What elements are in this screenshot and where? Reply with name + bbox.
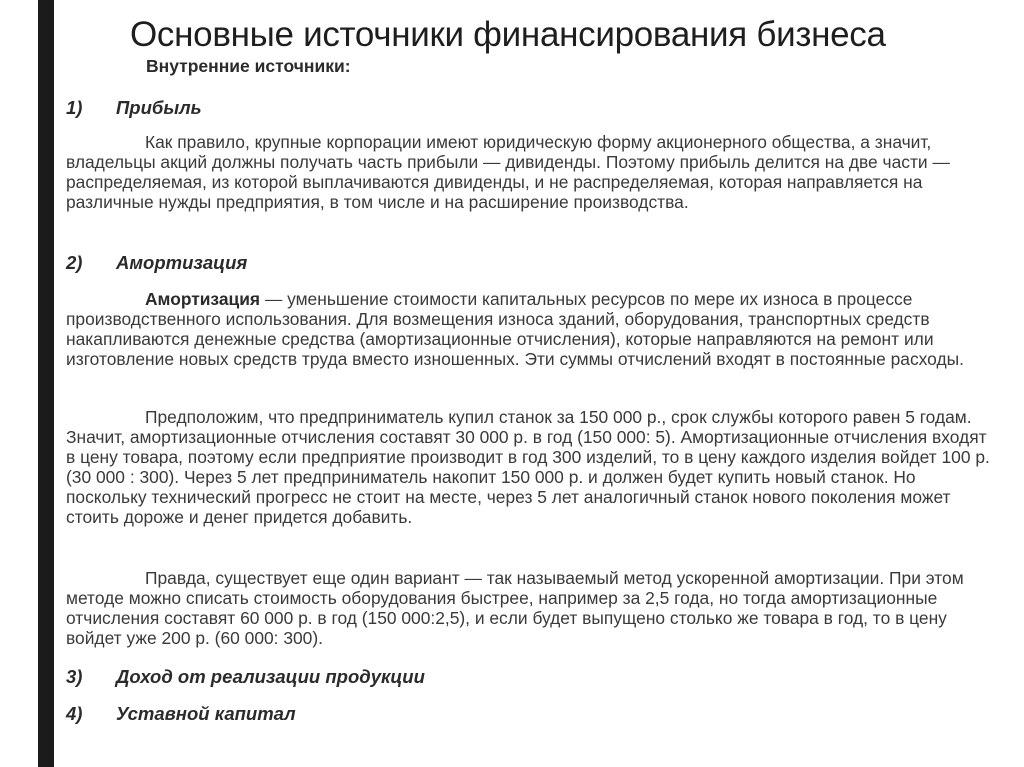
left-dark-bar xyxy=(38,0,54,767)
list-label: Прибыль xyxy=(116,97,202,118)
list-number: 3) xyxy=(66,666,83,687)
list-item-profit xyxy=(66,97,202,119)
section-subtitle: Внутренние источники: xyxy=(146,56,351,76)
list-number: 1) xyxy=(66,97,83,118)
list-label: Доход от реализации продукции xyxy=(116,666,425,687)
paragraph-text: — уменьшение стоимости капитальных ресурсов по мере их износа в процессе производственного использования. Для возмещения износа зданий, оборудования, транспортных средств накапливаются денежные средства (амортизационные отчисления), которые направляются на ремонт или изготовление новых средств труда вместо изношенных. Эти суммы отчислений входят в постоянные расходы. xyxy=(66,289,964,369)
slide-title: Основные источники финансирования бизнеса xyxy=(130,15,886,54)
list-label: Амортизация xyxy=(116,252,248,273)
paragraph-text: Правда, существует еще один вариант — так называемый метод ускоренной амортизации. При этом методе можно списать стоимость оборудования быстрее, например за 2,5 года, но тогда амортизационные отчисления составят 60 000 р. в год (150 000:2,5), и если будет выпущено столько же товара в год, то в цену войдет уже 200 р. (60 000: 300). xyxy=(66,568,964,648)
paragraph-accelerated xyxy=(66,568,996,648)
paragraph-text: Предположим, что предприниматель купил станок за 150 000 р., срок службы которого равен 5 годам. Значит, амортизационные отчисления составят 30 000 р. в год (150 000: 5). Амортизационные отчисления входят в цену товара, поэтому если предприятие производит в год 300 изделий, то в цену каждого изделия войдет 100 р. (30 000 : 300). Через 5 лет предприниматель накопит 150 000 р. и должен будет купить новый станок. Но поскольку технический прогресс не стоит на месте, через 5 лет аналогичный станок нового поколения может стоить дороже и денег придется добавить. xyxy=(66,407,990,527)
list-label: Уставной капитал xyxy=(116,703,296,724)
paragraph-amortization-definition xyxy=(66,289,996,369)
term-amortization: Амортизация xyxy=(145,289,261,309)
list-item-amortization xyxy=(66,252,247,274)
paragraph-profit xyxy=(66,132,996,212)
list-number: 2) xyxy=(66,252,83,273)
paragraph-example xyxy=(66,407,996,527)
paragraph-text: Как правило, крупные корпорации имеют юридическую форму акционерного общества, а значит, владельцы акций должны получать часть прибыли — дивиденды. Поэтому прибыль делится на две части — распределяемая, из которой выплачиваются дивиденды, и не распределяемая, которая направляется на различные нужды предприятия, в том числе и на расширение производства. xyxy=(66,132,950,212)
list-item-authorized-capital xyxy=(66,703,296,725)
slide xyxy=(66,0,1006,767)
list-item-sales-income xyxy=(66,666,425,688)
list-number: 4) xyxy=(66,703,83,724)
